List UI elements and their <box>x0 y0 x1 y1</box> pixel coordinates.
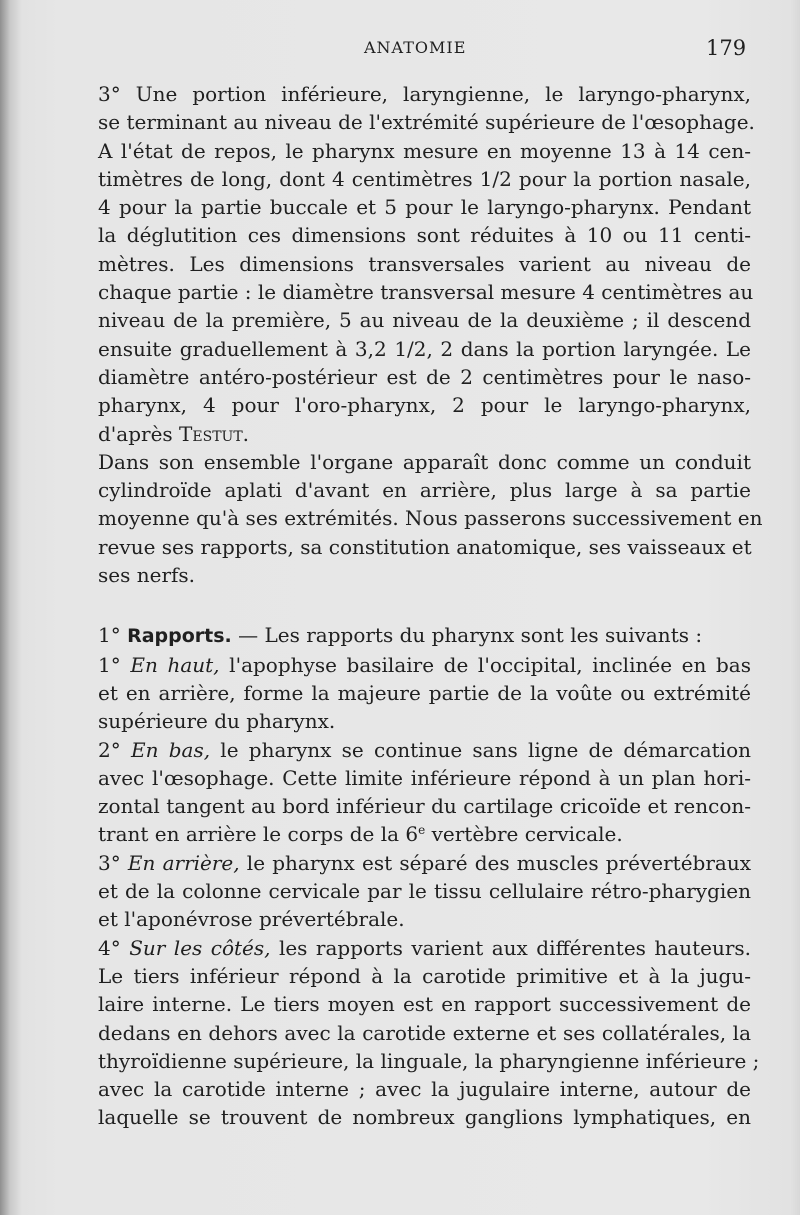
text-line: et de la colonne cervicale par le tissu cellulaire rétro-pharygien <box>98 879 751 904</box>
text-line <box>75 934 751 962</box>
paragraph-dimensions <box>75 137 754 448</box>
text-line: Le tiers inférieur répond à la carotide primitive et à la jugu- <box>98 963 751 988</box>
text-line: avec la carotide interne ; avec la jugulaire interne, autour de <box>98 1077 751 1102</box>
text-line: laquelle se trouvent de nombreux ganglions lymphatiques, en <box>98 1105 751 1130</box>
text-line: cylindroïde aplati d'avant en arrière, plus large à sa partie <box>98 478 751 503</box>
text-line: thyroïdienne supérieure, la linguale, la pharyngienne inférieure ; <box>98 1048 760 1073</box>
text-line: niveau de la première, 5 au niveau de la deuxième ; il descend <box>98 308 751 333</box>
text-line: avec l'œsophage. Cette limite inférieure répond à un plan hori- <box>98 765 751 790</box>
text-line: 4 pour la partie buccale et 5 pour le laryngo-pharynx. Pendant <box>98 195 751 220</box>
text-line <box>75 621 751 650</box>
text-line <box>75 420 751 448</box>
item-label: En bas, <box>130 737 211 762</box>
rapport-en-arriere <box>75 849 751 934</box>
text-line: la déglutition ces dimensions sont réduites à 10 ou 11 centi- <box>98 223 751 248</box>
text-line: A l'état de repos, le pharynx mesure en moyenne 13 à 14 cen- <box>98 138 751 163</box>
page-number: 179 <box>706 36 747 60</box>
text-line: 3° Une portion inférieure, laryngienne, le laryngo-pharynx, <box>98 82 751 106</box>
page-header <box>0 36 800 64</box>
text-line: laire interne. Le tiers moyen est en rapport successivement de <box>98 992 751 1017</box>
rapport-en-bas <box>75 736 751 849</box>
text-line: supérieure du pharynx. <box>98 709 336 734</box>
text-line <box>75 736 751 764</box>
running-head: ANATOMIE <box>364 38 467 57</box>
text-fragment: l'apophyse basilaire de l'occipital, inclinée en bas <box>219 652 751 677</box>
text-line: et l'aponévrose prévertébrale. <box>98 907 405 932</box>
item-label: Sur les côtés, <box>129 935 271 960</box>
text-fragment: les rapports varient aux différentes hauteurs. <box>270 935 752 960</box>
section-intro: — Les rapports du pharynx sont les suivants : <box>231 623 703 648</box>
text-fragment: vertèbre cervicale. <box>425 822 623 847</box>
rapport-sur-les-cotes <box>75 934 760 1132</box>
text-line: moyenne qu'à ses extrémités. Nous passerons successivement en <box>98 506 763 531</box>
text-line: timètres de long, dont 4 centimètres 1/2 pour la portion nasale, <box>98 166 751 191</box>
author-name: Testut <box>179 421 243 446</box>
item-number: 3° <box>98 850 121 875</box>
superscript: e <box>418 823 426 838</box>
text-line: et en arrière, forme la majeure partie de la voûte ou extrémité <box>98 680 751 705</box>
text-line: chaque partie : le diamètre transversal mesure 4 centimètres au <box>98 280 754 305</box>
text-line: pharynx, 4 pour l'oro-pharynx, 2 pour le laryngo-pharynx, <box>98 393 751 418</box>
text-line: ses nerfs. <box>98 563 196 588</box>
paragraph-portion-inferieure <box>75 80 755 137</box>
item-number: 2° <box>98 737 121 762</box>
text-fragment: trant en arrière le corps de la 6 <box>98 822 419 847</box>
item-label: En haut, <box>130 652 220 677</box>
item-number: 4° <box>98 935 121 960</box>
section-title: Rapports. <box>127 625 232 648</box>
rapport-en-haut <box>75 651 751 736</box>
text-line: ensuite graduellement à 3,2 1/2, 2 dans la portion laryngée. Le <box>98 336 751 361</box>
item-number: 1° <box>98 652 121 677</box>
text-line: mètres. Les dimensions transversales varient au niveau de <box>98 251 751 276</box>
text-fragment: le pharynx se continue sans ligne de démarcation <box>210 737 751 762</box>
text-line: zontal tangent au bord inférieur du cartilage cricoïde et rencon- <box>98 794 751 819</box>
text-line: se terminant au niveau de l'extrémité supérieure de l'œsophage. <box>98 110 755 135</box>
text-line: revue ses rapports, sa constitution anatomique, ses vaisseaux et <box>98 534 752 559</box>
text-fragment: . <box>242 421 250 446</box>
section-number: 1° <box>98 623 121 648</box>
text-fragment: d'après <box>98 421 180 446</box>
text-line <box>75 820 751 848</box>
text-line <box>75 651 751 679</box>
text-line: diamètre antéro-postérieur est de 2 centimètres pour le naso- <box>98 364 751 389</box>
text-line: Dans son ensemble l'organe apparaît donc comme un conduit <box>98 449 751 474</box>
text-fragment: le pharynx est séparé des muscles prévertébraux <box>239 850 752 875</box>
section-rapports-heading <box>75 621 751 650</box>
page-body <box>75 80 763 1132</box>
text-line <box>75 849 751 877</box>
paragraph-ensemble <box>75 448 763 589</box>
text-line: dedans en dehors avec la carotide externe et ses collatérales, la <box>98 1020 751 1045</box>
item-label: En arrière, <box>127 850 240 875</box>
